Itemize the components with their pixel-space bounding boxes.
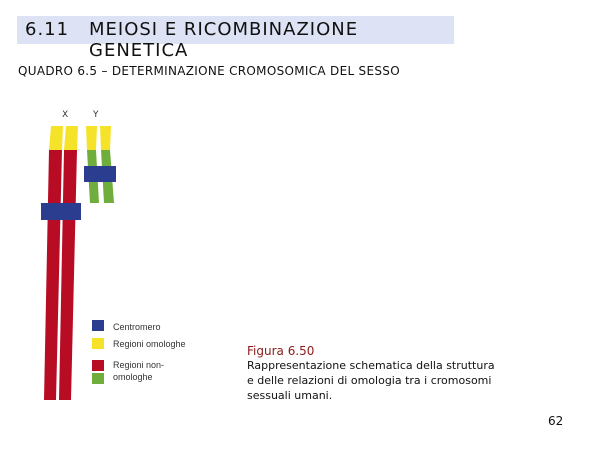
x-chromosome [41, 110, 81, 400]
figure-caption: Rappresentazione schematica della struttura e delle relazioni di omologia tra i cromosomi sessuali umani. [247, 359, 495, 402]
section-number: 6.11 [25, 19, 70, 40]
y-chromosome-label: Y [93, 110, 99, 120]
box-heading: QUADRO 6.5 – DETERMINAZIONE CROMOSOMICA DEL SESSO [18, 64, 400, 78]
legend-label-homologous: Regioni omologhe [113, 339, 186, 349]
legend-label-nonhomologous-line2: omologhe [113, 372, 153, 382]
x-chromosome-label: X [62, 110, 69, 120]
section-title: MEIOSI E RICOMBINAZIONE GENETICA [89, 19, 359, 61]
legend-label-centromere: Centromero [113, 322, 161, 332]
legend-swatch-centromere [92, 320, 104, 331]
legend-swatch-nonhomologous-x [92, 360, 104, 371]
y-centromere [84, 166, 116, 182]
y-chromatid-right-homologous [100, 126, 111, 150]
x-centromere [41, 203, 81, 220]
x-chromatid-right-nonhomologous [59, 150, 77, 400]
legend-swatch-nonhomologous-y [92, 373, 104, 384]
legend-swatch-homologous [92, 338, 104, 349]
x-chromatid-left-nonhomologous [44, 150, 62, 400]
y-chromatid-left-homologous [86, 126, 97, 150]
x-chromatid-right-homologous [64, 126, 78, 150]
y-chromosome [84, 110, 116, 203]
legend-label-nonhomologous-line1: Regioni non- [113, 360, 165, 370]
legend [92, 320, 186, 384]
page-number: 62 [548, 414, 564, 428]
x-chromatid-left-homologous [49, 126, 63, 150]
figure-title: Figura 6.50 [247, 344, 315, 358]
